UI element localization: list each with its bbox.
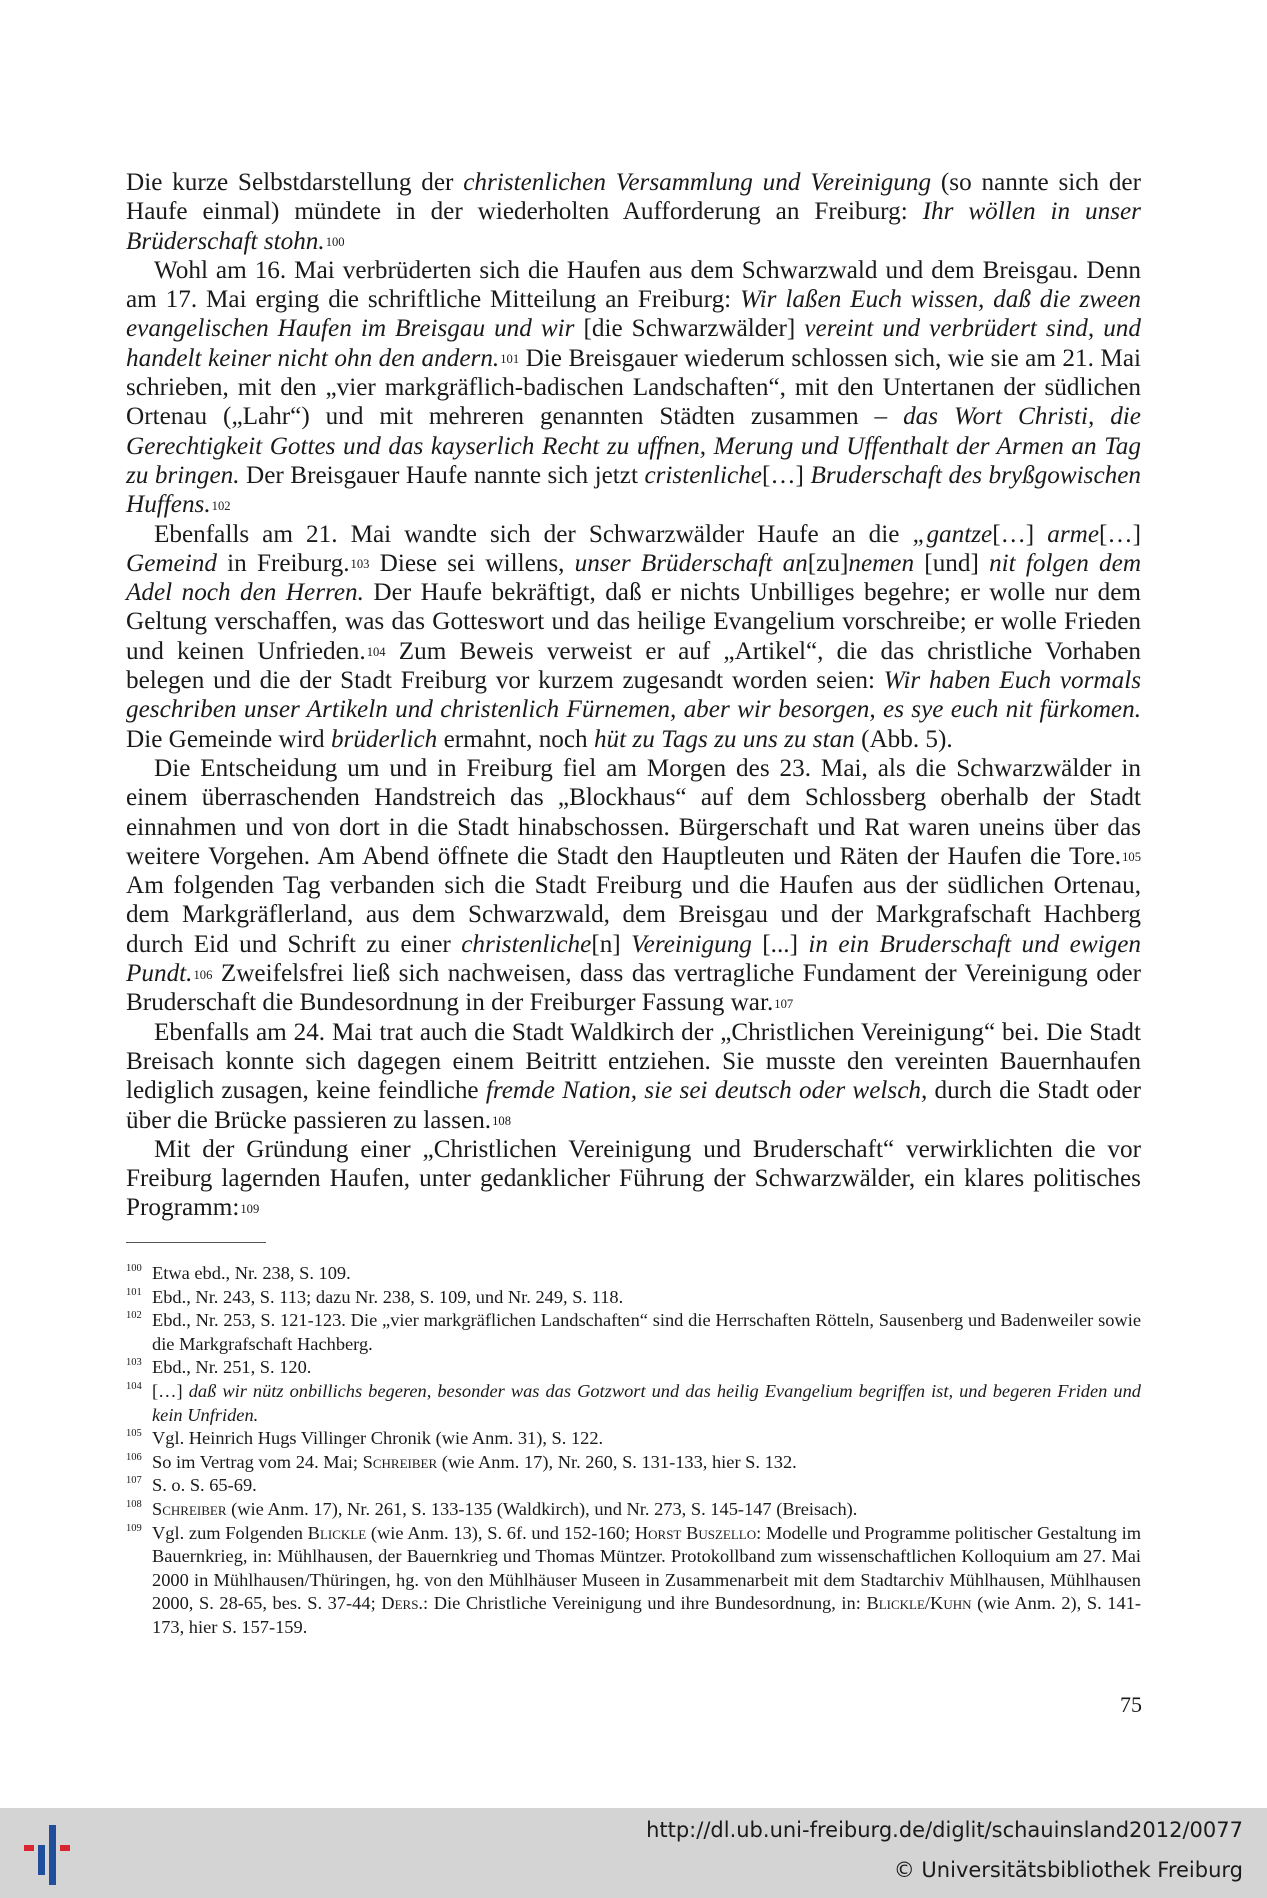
text-run: S. o. S. 65-69. <box>152 1475 257 1496</box>
footnote-number: 101 <box>126 1286 142 1298</box>
text-run: (wie Anm. 17), Nr. 261, S. 133-135 (Waldkirch), und Nr. 273, S. 145-147 (Breisach). <box>226 1498 858 1519</box>
text-run: [und] <box>914 549 990 577</box>
text-run: Zum Beweis verweist er auf „Artikel“, die das christliche Vorhaben belegen und die der Stadt Freiburg vor kurzem zugesandt worden seien: <box>126 637 1141 695</box>
italic-text: fremde Nation, sie sei deutsch oder welsch, <box>485 1077 928 1105</box>
italic-text: Bruderschaft des bryßgowischen Huffens. <box>126 461 1142 519</box>
text-run: […] <box>152 1380 189 1401</box>
text-run: Vgl. Heinrich Hugs Villinger Chronik (wie Anm. 31), S. 122. <box>152 1428 604 1449</box>
footnote-reference: 106 <box>193 967 213 982</box>
footnote-number: 108 <box>126 1498 142 1510</box>
italic-text: nemen <box>848 549 915 577</box>
italic-text: brüderlich <box>330 725 438 753</box>
italic-text: das Wort Christi, die Gerechtigkeit Gottes und das kayserlich Recht zu uffnen, Merung und Uffenthalt der Armen an Tag zu bringen. <box>126 403 1141 489</box>
italic-text: Ihr wöllen in unser Brüderschaft stohn. <box>126 198 1141 255</box>
text-run: [n] <box>591 930 632 958</box>
footnote <box>126 1262 1141 1286</box>
text-run: Ebd., Nr. 253, S. 121-123. Die „vier markgräflichen Landschaften“ sind die Herrschaften Rötteln, Sausenberg und Badenweiler sowie die Markgrafschaft Hachberg. <box>152 1310 1141 1354</box>
text-run: So im Vertrag vom 24. Mai; <box>152 1451 363 1472</box>
footnote-separator <box>126 1242 266 1243</box>
italic-text: vereint und verbrüdert sind, und handelt keiner nicht ohn den andern. <box>126 315 1141 372</box>
footnote-number: 109 <box>126 1522 142 1534</box>
text-run: durch die Stadt oder über die Brücke passieren zu lassen. <box>126 1077 1141 1134</box>
italic-text: Wir laßen Euch wissen, daß die zween evangelischen Haufen im Breisgau und wir <box>126 286 1141 343</box>
author-name: Blickle <box>307 1522 367 1543</box>
text-run: Der Haufe bekräftigt, daß er nichts Unbilliges begehre; er wolle nur dem Geltung verschaffen, was das Gotteswort und das heilige Evangelium vorschreibe; er wolle Frieden und keinen Unfrieden. <box>126 579 1141 665</box>
italic-text: Wir haben Euch vormals geschriben unser Artikeln und christenlich Fürnemen, aber wir besorgen, es sye euch nit fürkomen. <box>126 667 1141 724</box>
footnote <box>126 1522 1141 1640</box>
text-run: Ebenfalls am 21. Mai wandte sich der Schwarzwälder Haufe an die <box>154 520 913 548</box>
author-name: Horst Buszello <box>634 1522 757 1543</box>
text-run: Diese sei willens, <box>369 549 575 577</box>
paragraph <box>126 168 1141 256</box>
text-run: in Freiburg. <box>216 549 350 577</box>
footnote <box>126 1356 1141 1380</box>
text-run: […] <box>992 520 1048 548</box>
text-run: Die Entscheidung um und in Freiburg fiel am Morgen des 23. Mai, als die Schwarzwälder in einem überraschenden Handstreich das „Blockhaus“ auf dem Schlossberg oberhalb der Stadt einnahmen und von dort in die Stadt hinabschossen. Bürgerschaft und Rat waren uneins über das weitere Vorgehen. Am Abend öffnete die Stadt den Hauptleuten und Räten der Haufen die Tore. <box>126 754 1141 870</box>
footnote-number: 103 <box>126 1357 142 1369</box>
copyright-notice: © Universitätsbibliothek Freiburg <box>893 1858 1243 1882</box>
page-number: 75 <box>1120 1692 1142 1717</box>
paragraph <box>126 520 1141 754</box>
footnote-reference: 109 <box>240 1201 260 1216</box>
footnote-reference: 105 <box>1122 850 1141 865</box>
text-run: Vgl. zum Folgenden <box>152 1522 308 1543</box>
footnote-reference: 104 <box>366 645 386 660</box>
italic-text: hüt zu Tags zu uns zu stan <box>593 725 855 753</box>
footnotes <box>126 1262 1141 1640</box>
footnote-reference: 108 <box>492 1113 511 1128</box>
italic-text: in ein Bruderschaft und ewigen Pundt. <box>126 930 1141 988</box>
italic-text: arme <box>1047 520 1100 548</box>
italic-text: cristenliche <box>644 461 762 489</box>
footnote <box>126 1380 1141 1427</box>
italic-text: unser Brüderschaft an <box>574 549 808 577</box>
author-name: Schreiber <box>362 1451 438 1472</box>
footnote <box>126 1286 1141 1310</box>
author-name: Ders. <box>381 1593 424 1614</box>
italic-text: daß wir nütz onbillichs begeren, besonder was das Gotzwort und das heilig Evangelium begriffen ist, und begeren Friden und kein Unfriden. <box>152 1380 1141 1425</box>
text-run: : Modelle und Programme politischer Gestaltung im Bauernkrieg, in: Mühlhausen, der Bauernkrieg und Thomas Müntzer. Protokollband zum wissenschaftlichen Kolloquium am 27. Mai 2000 in Mühlhausen/Thüringen, hg. von den Mühlhäuser Museen in Zusammenarbeit mit dem Stadtarchiv Mühlhausen, Mühlhausen 2000, S. 28-65, bes. S. 37-44; <box>152 1522 1142 1614</box>
italic-text: Gemeind <box>126 549 217 577</box>
text-run: : Die Christliche Vereinigung und ihre Bundesordnung, in: <box>423 1593 867 1614</box>
text-run: Wohl am 16. Mai verbrüderten sich die Haufen aus dem Schwarzwald und dem Breisgau. Denn am 17. Mai erging die schriftliche Mitteilung an Freiburg: <box>126 256 1141 314</box>
italic-text: christenliche <box>461 930 592 958</box>
footnote-reference: 107 <box>774 996 794 1011</box>
footnote-number: 106 <box>126 1451 142 1463</box>
footnote-reference: 103 <box>350 557 370 572</box>
footnote-reference: 100 <box>325 235 345 250</box>
footnote <box>126 1451 1141 1475</box>
text-run: Die Gemeinde wird <box>126 725 331 753</box>
footnote <box>126 1427 1141 1451</box>
text-run: [die Schwarzwälder] <box>574 315 805 343</box>
text-run: (so nannte sich der Haufe einmal) mündete in der wiederholten Aufforderung an Freiburg: <box>126 169 1142 226</box>
footnote-number: 100 <box>126 1263 142 1274</box>
italic-text: Vereinigung <box>631 930 752 958</box>
text-run: Ebd., Nr. 243, S. 113; dazu Nr. 238, S. 109, und Nr. 249, S. 118. <box>152 1286 624 1307</box>
footnote-reference: 102 <box>211 498 231 513</box>
text-run: [zu] <box>807 549 849 577</box>
footnote <box>126 1474 1141 1498</box>
text-run: Die Breisgauer wiederum schlossen sich, wie sie am 21. Mai schrieben, mit den „vier markgräflich-badischen Landschaften“, mit den Untertanen der südlichen Ortenau („Lahr“) und mit mehreren genannten Städten zusammen – <box>126 344 1141 431</box>
footnote-number: 102 <box>126 1310 142 1322</box>
paragraph <box>126 1018 1141 1135</box>
text-run: Zweifelsfrei ließ sich nachweisen, dass das vertragliche Fundament der Vereinigung oder Bruderschaft die Bundesordnung in der Freiburger Fassung war. <box>126 960 1141 1017</box>
text-run: (wie Anm. 2), S. 141-173, hier S. 157-159. <box>152 1593 1142 1637</box>
italic-text: christenlichen Versammlung und Vereinigung <box>463 169 932 196</box>
text-run: ermahnt, noch <box>437 725 594 753</box>
footnote <box>126 1309 1141 1356</box>
source-url-link[interactable]: http://dl.ub.uni-freiburg.de/diglit/schauinsland2012/0077 <box>646 1818 1243 1842</box>
library-logo-icon <box>24 1815 80 1893</box>
paragraph <box>126 1135 1141 1223</box>
body-text <box>126 168 1141 1223</box>
footnote <box>126 1498 1141 1522</box>
footnote-number: 105 <box>126 1428 142 1440</box>
footnote-number: 104 <box>126 1380 142 1392</box>
text-run: (Abb. 5). <box>854 725 953 753</box>
text-run: Am folgenden Tag verbanden sich die Stadt Freiburg und die Haufen aus der südlichen Ortenau, dem Markgräflerland, aus dem Schwarzwald, dem Breisgau und der Markgrafschaft Hachberg durch Eid und Schrift zu einer <box>126 872 1141 958</box>
text-run: (wie Anm. 13), S. 6f. und 152-160; <box>366 1522 635 1543</box>
paragraph <box>126 256 1141 520</box>
footnote-number: 107 <box>126 1475 142 1487</box>
text-run: Die kurze Selbstdarstellung der <box>126 169 464 196</box>
text-run: […] <box>761 461 811 489</box>
text-run: Etwa ebd., Nr. 238, S. 109. <box>152 1263 351 1283</box>
text-run: Der Breisgauer Haufe nannte sich jetzt <box>239 461 645 489</box>
text-run: […] <box>1099 520 1141 548</box>
footnote-reference: 101 <box>500 352 520 367</box>
author-name: Blickle/Kuhn <box>866 1593 972 1614</box>
italic-text: „gantze <box>912 520 993 548</box>
text-run: Ebenfalls am 24. Mai trat auch die Stadt Waldkirch der „Christlichen Vereinigung“ bei. Die Stadt Breisach konnte sich dagegen einem Beitritt entziehen. Sie musste den vereinten Bauernhaufen lediglich zusagen, keine feindliche <box>126 1018 1141 1105</box>
italic-text: nit folgen dem Adel noch den Herren. <box>126 549 1142 607</box>
author-name: Schreiber <box>152 1498 227 1519</box>
text-run: Mit der Gründung einer „Christlichen Vereinigung und Bruderschaft“ verwirklichten die vor Freiburg lagernden Haufen, unter gedanklicher Führung der Schwarzwälder, ein klares politisches Programm: <box>126 1135 1141 1222</box>
text-run: (wie Anm. 17), Nr. 260, S. 131-133, hier S. 132. <box>437 1451 797 1472</box>
paragraph <box>126 754 1141 1018</box>
text-run: [...] <box>751 930 809 958</box>
text-run: Ebd., Nr. 251, S. 120. <box>152 1357 312 1378</box>
